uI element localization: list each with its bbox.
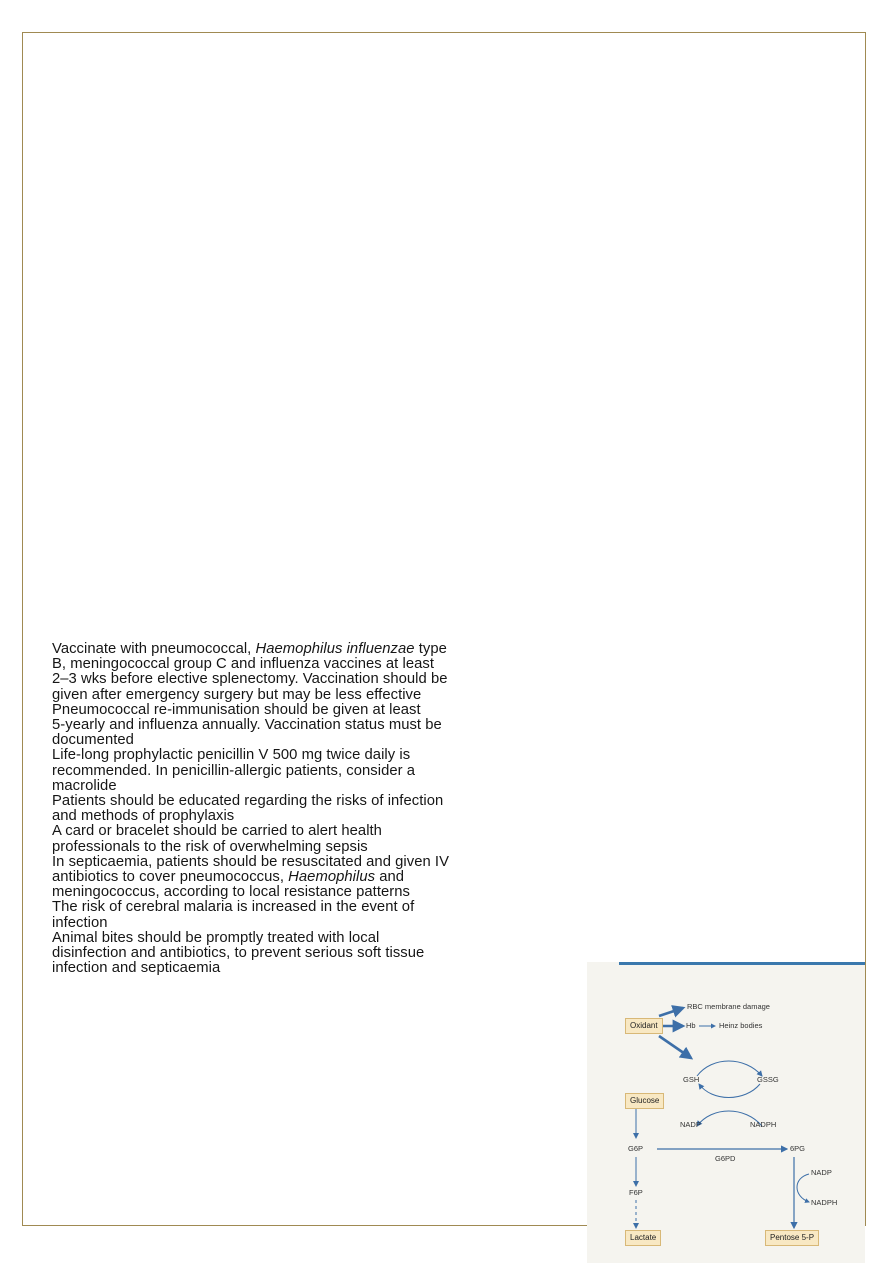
list-item (38, 642, 578, 748)
list-item (38, 931, 578, 977)
text-line: antibiotics to cover pneumococcus, (52, 869, 289, 886)
list-item (38, 748, 578, 794)
pentose-box: Pentose 5-P (765, 1230, 819, 1246)
gsh-label: GSH (683, 1075, 700, 1084)
arrow-oxidant-to-rbc (659, 1008, 683, 1016)
lactate-box: Lactate (625, 1230, 661, 1246)
text-line: In septicaemia, patients should be resuscitated and given IV (52, 853, 450, 870)
text-line: B, meningococcal group C and influenza vaccines at least (52, 656, 434, 673)
text-line: macrolide (52, 777, 117, 794)
list-item (38, 900, 578, 930)
text-line: documented (52, 732, 134, 749)
g6pd-label: G6PD (715, 1154, 736, 1163)
text-line: infection (52, 914, 108, 931)
text-line: The risk of cerebral malaria is increased in the event of (52, 899, 415, 916)
text-line: given after emergency surgery but may be less effective (52, 686, 422, 703)
arc-gssg-to-gsh (699, 1084, 760, 1098)
heinz-bodies-label: Heinz bodies (719, 1021, 763, 1030)
text-line: meningococcus, according to local resistance patterns (52, 884, 410, 901)
text-line: 5-yearly and influenza annually. Vaccination status must be (52, 717, 442, 734)
text-line: and methods of prophylaxis (52, 808, 235, 825)
list-item (38, 855, 578, 901)
rbc-damage-label: RBC membrane damage (687, 1002, 770, 1011)
g6p-label: G6P (628, 1144, 644, 1153)
glucose-box: Glucose (625, 1093, 664, 1109)
text-line: and (375, 869, 405, 886)
list-item (38, 824, 578, 854)
hb-label: Hb (686, 1021, 696, 1030)
text-line: professionals to the risk of overwhelming sepsis (52, 838, 368, 855)
text-line: infection and septicaemia (52, 960, 221, 977)
pentose-phosphate-figure (587, 962, 865, 1263)
nadp-label: NADP (680, 1120, 701, 1129)
oxidant-box: Oxidant (625, 1018, 663, 1034)
text-line: Patients should be educated regarding the risks of infection (52, 793, 444, 810)
nadp-side-label: NADP (811, 1168, 832, 1177)
6pg-label: 6PG (790, 1144, 806, 1153)
text-line: 2–3 wks before elective splenectomy. Vaccination should be (52, 671, 448, 688)
f6p-label: F6P (629, 1188, 643, 1197)
text-line: Pneumococcal re-immunisation should be given at least (52, 701, 421, 718)
text-line: Vaccinate with pneumococcal, (52, 641, 256, 657)
text-line: recommended. In penicillin-allergic patients, consider a (52, 762, 416, 779)
text-line: type (414, 641, 447, 657)
nadph-side-label: NADPH (811, 1198, 838, 1207)
text-line: disinfection and antibiotics, to prevent serious soft tissue (52, 945, 425, 962)
list-item (38, 794, 578, 824)
italic-term: Haemophilus influenzae (255, 641, 415, 657)
text-line: Animal bites should be promptly treated with local (52, 929, 380, 946)
gssg-label: GSSG (757, 1075, 779, 1084)
italic-term: Haemophilus (288, 869, 376, 886)
nadph-label: NADPH (750, 1120, 777, 1129)
left-crop-mask (30, 640, 52, 980)
text-line: A card or bracelet should be carried to alert health (52, 823, 382, 840)
arc-gsh-to-gssg (697, 1061, 762, 1076)
text-line: Life-long prophylactic penicillin V 500 mg twice daily is (52, 747, 411, 764)
arc-nadp-to-nadph-side (797, 1174, 809, 1202)
arrow-oxidant-to-gsh (659, 1036, 691, 1058)
splenectomy-advice-list (38, 642, 578, 976)
